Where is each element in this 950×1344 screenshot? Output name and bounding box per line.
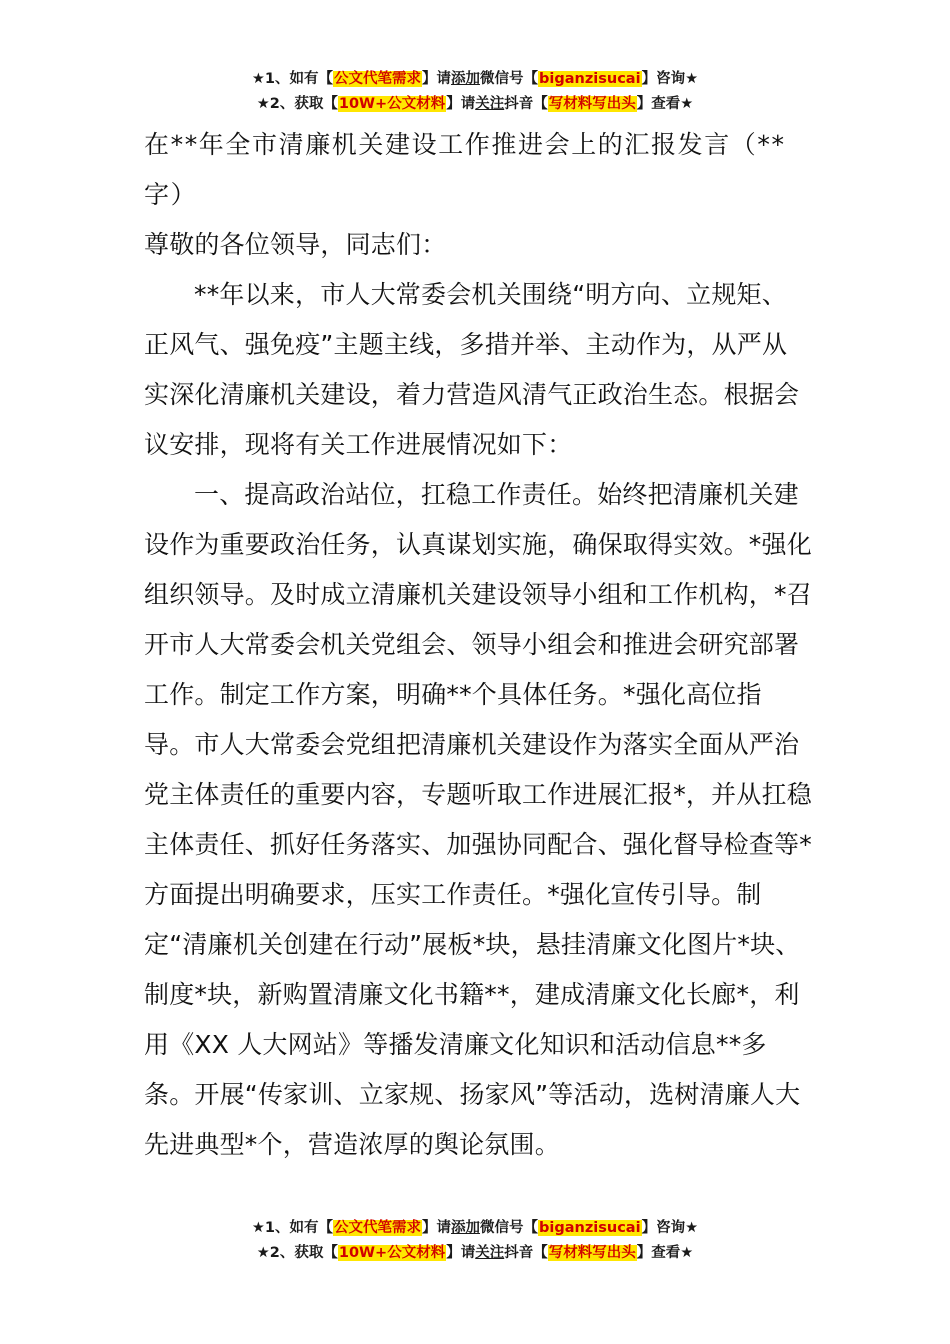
highlight-service: 公文代笔需求 [334, 71, 422, 87]
highlight-douyin-id: 写材料写出头 [548, 96, 636, 112]
highlight-douyin-id: 写材料写出头 [548, 1245, 636, 1261]
highlight-wechat-id: biganzisucai [539, 1220, 641, 1236]
paragraph-section-1: 一、提高政治站位，扛稳工作责任。始终把清廉机关建设作为重要政治任务，认真谋划实施，确保取得实效。*强化组织领导。及时成立清廉机关建设领导小组和工作机构，*召开市人大常委会机关党组会、领导小组会和推进会研究部署工作。制定工作方案，明确**个具体任务。*强化高位指导。市人大常委会党组把清廉机关建设作为落实全面从严治党主体责任的重要内容，专题听取工作进展汇报*，并从扛稳主体责任、抓好任务落实、加强协同配合、强化督导检查等*方面提出明确要求，压实工作责任。*强化宣传引导。制定“清廉机关创建在行动”展板*块，悬挂清廉文化图片*块、制度*块，新购置清廉文化书籍**，建成清廉文化长廊*，利用《XX 人大网站》等播发清廉文化知识和活动信息**多条。开展“传家训、立家规、扬家风”等活动，选树清廉人大先进典型*个，营造浓厚的舆论氛围。 [144, 480, 812, 1159]
footer-ad-banner [0, 1216, 950, 1266]
highlight-materials: 10W+公文材料 [338, 96, 446, 112]
highlight-materials: 10W+公文材料 [338, 1245, 446, 1261]
banner-line-2: ★2、获取【10W+公文材料】请关注抖音【写材料写出头】查看★ [256, 96, 694, 112]
salutation: 尊敬的各位领导，同志们： [144, 230, 447, 259]
paragraph-intro: **年以来，市人大常委会机关围绕“明方向、立规矩、正风气、强免疫”主题主线，多措并举、主动作为，从严从实深化清廉机关建设，着力营造风清气正政治生态。根据会议安排，现将有关工作进展情况如下： [144, 280, 800, 459]
banner-line-1: ★1、如有【公文代笔需求】请添加微信号【biganzisucai】咨询★ [251, 71, 699, 87]
document-body [144, 120, 812, 1170]
banner-line-2: ★2、获取【10W+公文材料】请关注抖音【写材料写出头】查看★ [256, 1245, 694, 1261]
banner-line-1: ★1、如有【公文代笔需求】请添加微信号【biganzisucai】咨询★ [251, 1220, 699, 1236]
document-title: 在**年全市清廉机关建设工作推进会上的汇报发言（**字） [144, 130, 786, 209]
header-ad-banner [0, 67, 950, 117]
highlight-service: 公文代笔需求 [334, 1220, 422, 1236]
highlight-wechat-id: biganzisucai [539, 71, 641, 87]
